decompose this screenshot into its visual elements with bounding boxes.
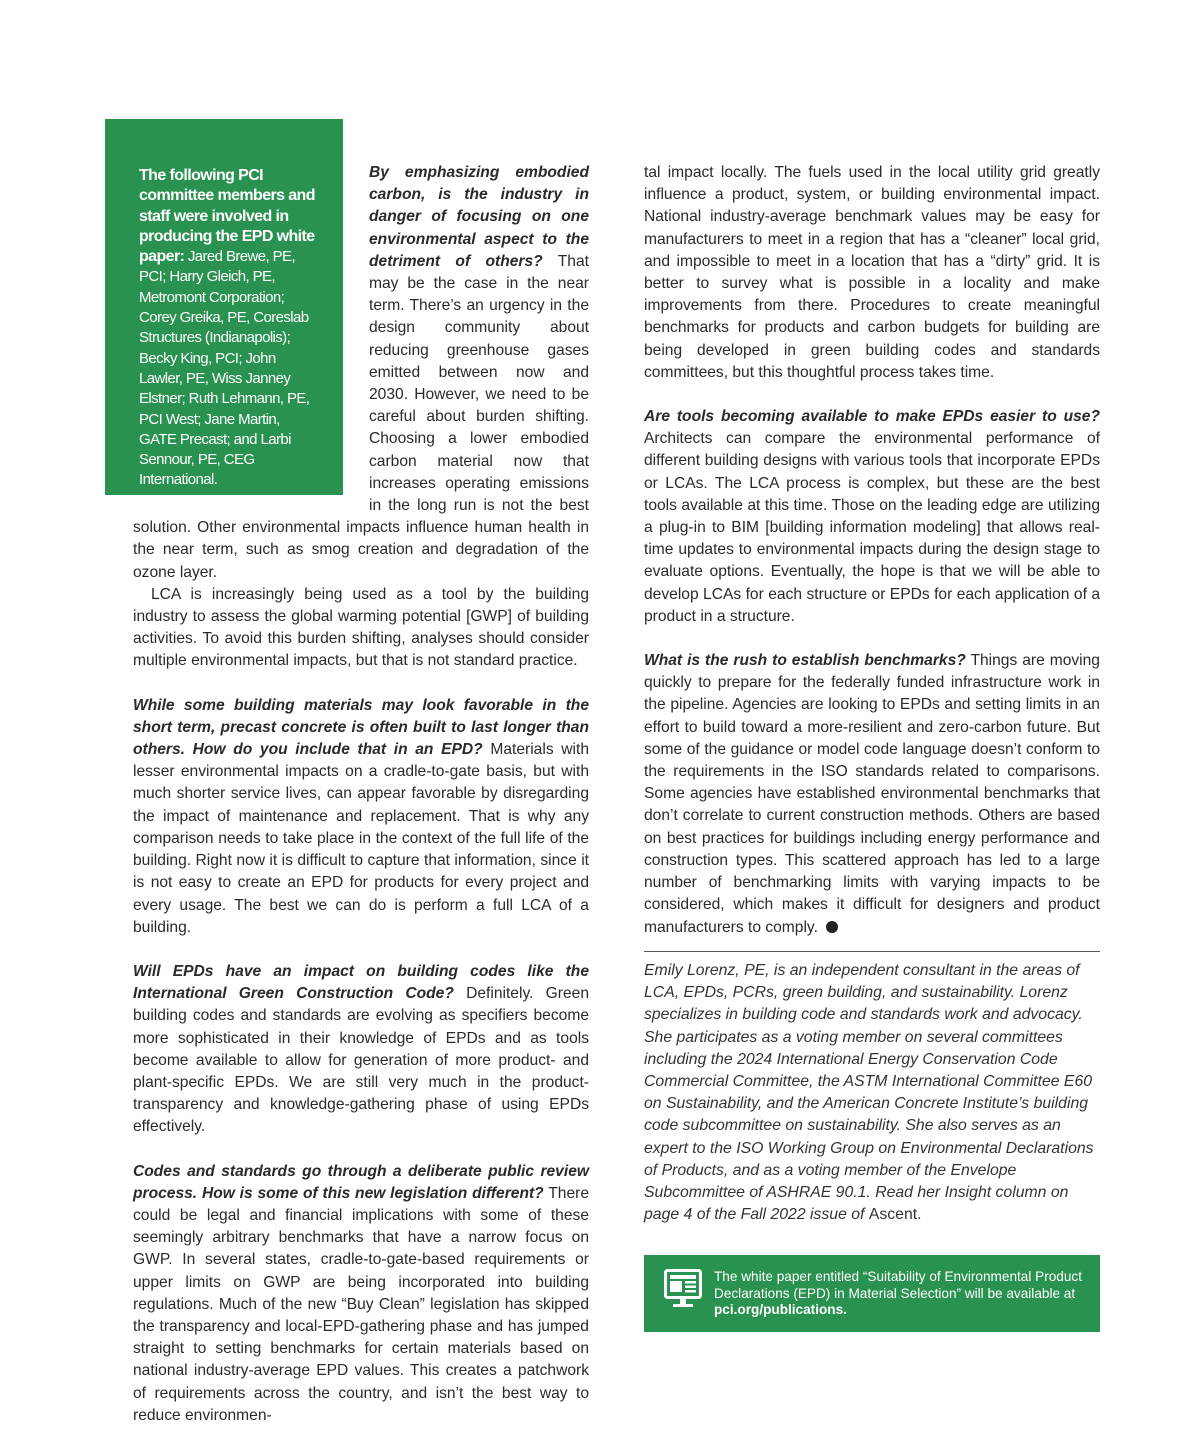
question-heading: Will EPDs have an impact on building codes like the International Green Construction Code? (133, 962, 589, 1003)
answer-text: Things are moving quickly to prepare for the federally funded infrastructure work in the pipeline. Agencies are looking to EPDs and setting limits in an effort to build toward a more-resilient and zero-carbon future. But some of the guidance or model code language doesn’t conform to the requirements in the ISO standards related to comparisons. Some agencies have established environmental benchmarks that don’t correlate to current construction methods. Others are based on best practices for buildings including energy performance and construction types. This scattered approach has led to a large number of benchmarking limits with varying impacts to be considered, which makes it difficult for designers and product manufacturers to comply. (644, 652, 1100, 936)
paragraph (133, 961, 589, 1139)
question-heading: Codes and standards go through a deliberate public review process. How is some of this new legislation different? (133, 1162, 589, 1202)
left-column (133, 162, 589, 1427)
sidebar-names: Jared Brewe, PE, PCI; Harry Gleich, PE, Metromont Corporation; Corey Greika, PE, Coreslab Structures (Indianapolis); Becky King, PCI; John Lawler, PE, Wiss Janney Elstner; Ruth Lehmann, PE, PCI West; Jane Martin, GATE Precast; and Larbi Sennour, PE, CEG International. (139, 248, 310, 489)
bio-text: Emily Lorenz, PE, is an independent consultant in the areas of LCA, EPDs, PCRs, green building, and sustainability. Lorenz specializes in building code and standards work and advocacy. She participates as a voting member on several committees including the 2024 International Energy Conservation Code Commercial Committee, the ASTM International Committee E60 on Sustainability, and the American Concrete Institute’s building code subcommittee on sustainability. She also serves as an expert to the ISO Working Group on Environmental Declarations of Products, and as a voting member of the Envelope Subcommittee of ASHRAE 90.1. Read her Insight column on page 4 of the Fall 2022 issue of (644, 962, 1094, 1224)
paragraph: LCA is increasingly being used as a tool by the building industry to assess the global warming potential [GWP] of building activities. To avoid this burden shifting, analyses should consider multiple environmental impacts, but that is not standard practice. (133, 585, 589, 670)
sidebar-lead: The following PCI committee members and staff were involved in producing the EPD white paper: (139, 167, 315, 266)
publications-link[interactable]: pci.org/publications. (714, 1302, 847, 1318)
bio-divider (644, 951, 1100, 952)
callout-description: The white paper entitled “Suitability of Environmental Product Declarations (EPD) in Material Selection” will be available at (714, 1269, 1082, 1301)
paragraph (644, 406, 1100, 628)
question-heading: By emphasizing embodied carbon, is the industry in danger of focusing on one environmental aspect to the detriment of others? (369, 164, 589, 270)
white-paper-callout (644, 1255, 1100, 1332)
paragraph (644, 650, 1100, 939)
question-heading: While some building materials may look favorable in the short term, precast concrete is often built to last longer than others. How do you include that in an EPD? (133, 696, 589, 759)
question-heading: What is the rush to establish benchmarks? (644, 652, 966, 670)
answer-text: Architects can compare the environmental performance of different building designs with various tools that incorporate EPDs or LCAs. The LCA process is complex, but these are the best tools available at this time. Those on the leading edge are utilizing a plug-in to BIM [building information modeling] that allows real-time updates to environmental impacts during the design stage to evaluate options. Eventually, the hope is that we will be able to develop LCAs for each structure or EPDs for each application of a product in a structure. (644, 430, 1100, 625)
question-heading: Are tools becoming available to make EPDs easier to use? (644, 408, 1100, 426)
sidebar-spacer (133, 162, 369, 511)
answer-text: That may be the case in the near term. There’s an urgency in the design community about reducing greenhouse gases emitted between now and 2030. However, we need to be careful about burden shifting. Choosing a lower embodied carbon material now that increases operating emissions in the long run is not the best solution. Other environmental impacts influence human health in the near term, such as smog creation and degradation of the ozone layer. (133, 252, 589, 581)
paragraph: tal impact locally. The fuels used in the local utility grid greatly influence a product, system, or building environmental impact. National industry-average benchmark values may be easy for manufacturers to meet in a region that has a “cleaner” local grid, and impossible to meet in a location that has a “dirty” grid. It is better to survey what is possible in a locality and make improvements from there. Procedures to create meaningful benchmarks for products and carbon budgets for building are being developed in green building codes and standards committees, but this thoughtful process takes time. (644, 164, 1100, 381)
paragraph (133, 1161, 589, 1427)
end-mark-icon (826, 921, 838, 933)
magazine-name: Ascent. (868, 1206, 922, 1224)
paragraph (133, 695, 589, 939)
right-column (644, 162, 1100, 939)
answer-text: There could be legal and financial implications with some of these seemingly arbitrary benchmarks that have a narrow focus on GWP. In several states, cradle-to-gate-based requirements or upper limits on GWP are being incorporated into building regulations. Much of the new “Buy Clean” legislation has skipped the transparency and local-EPD-gathering phase and has jumped straight to setting benchmarks for certain materials based on national industry-average EPD values. This creates a patchwork of requirements across the country, and isn’t the best way to reduce environmen- (133, 1184, 589, 1424)
author-bio (644, 960, 1100, 1226)
answer-text: Materials with lesser environmental impacts on a cradle-to-gate basis, but with much shorter service lives, can appear favorable by disregarding the impact of maintenance and replacement. That is why any comparison needs to take place in the context of the full life of the building. Right now it is difficult to capture that information, since it is not easy to create an EPD for products for every project and every usage. The best we can do is perform a full LCA of a building. (133, 741, 589, 936)
callout-text (714, 1269, 1084, 1319)
answer-text: Definitely. Green building codes and standards are evolving as specifiers become more sophisticated in their knowledge of EPDs and as tools become available to allow for generation of more product- and plant-specific EPDs. We are still very much in the product-transparency and knowledge-gathering phase of using EPDs effectively. (133, 985, 589, 1136)
computer-document-icon (664, 1269, 702, 1309)
